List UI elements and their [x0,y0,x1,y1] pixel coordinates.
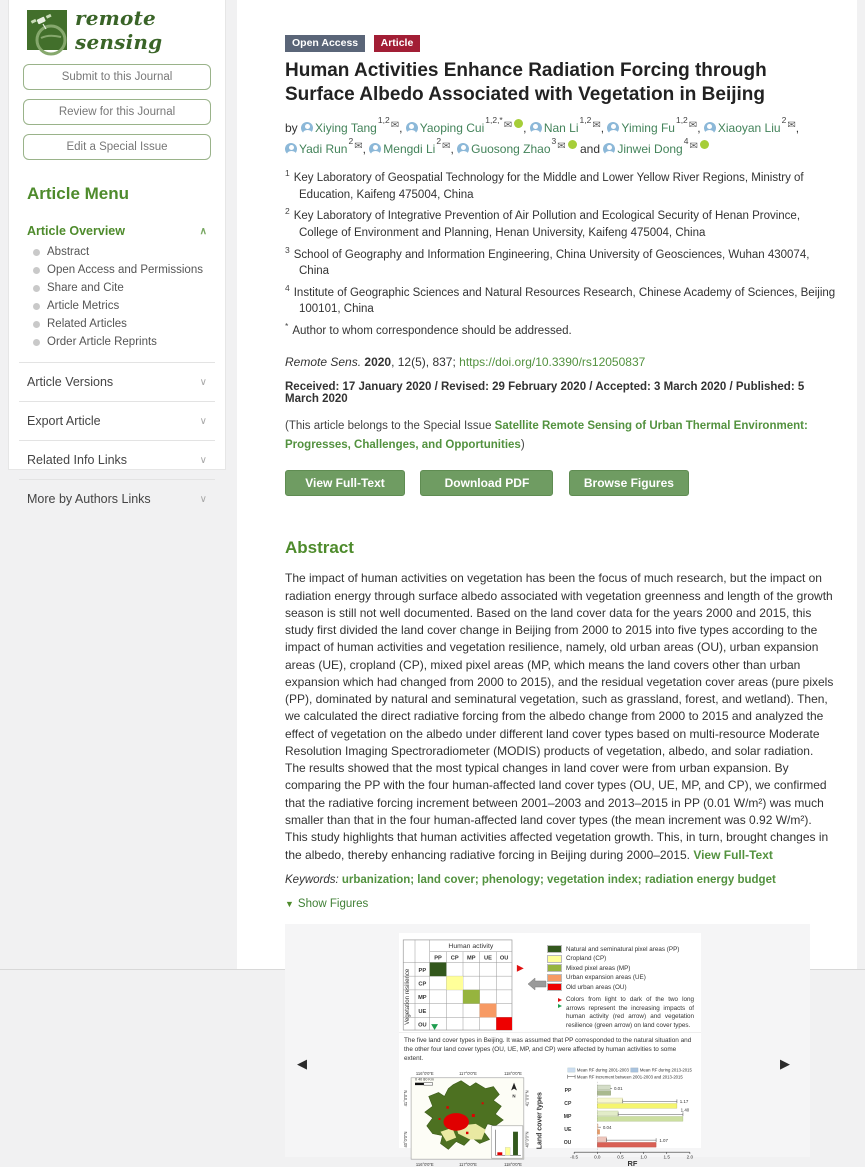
author: Yadi Run$^{2✉}$ , [285,142,369,156]
svg-text:116°0′0″E: 116°0′0″E [415,1070,434,1076]
article-title: Human Activities Enhance Radiation Forcing through Surface Albedo Associated with Vegetation in Beijing [285,60,767,105]
article-overview-list [9,246,225,348]
journal-name: remote sensing [75,6,163,54]
figure-top-panel [399,933,701,1032]
journal-abbrev: Remote Sens. [285,355,362,370]
abstract-heading: Abstract [285,538,354,558]
accordion-related-info-links[interactable]: Related Info Links ∨ [27,453,207,467]
svg-text:OU: OU [563,1139,572,1146]
svg-text:41°0′0″N: 41°0′0″N [524,1089,530,1106]
download-pdf-button[interactable]: Download PDF [420,470,553,496]
svg-text:117°0′0″E: 117°0′0″E [459,1070,477,1076]
figure-bottom-panel [399,1066,701,1167]
svg-text:MP: MP [467,955,476,962]
sidebar-item-share-cite[interactable]: Share and Cite [33,282,225,294]
chevron-down-icon: ∨ [199,493,207,505]
person-icon [406,122,418,134]
svg-text:Mean RF during 2013-2015: Mean RF during 2013-2015 [639,1067,692,1073]
sidebar-item-related-articles[interactable]: Related Articles [33,318,225,330]
svg-text:1.0: 1.0 [640,1154,647,1160]
author: Xiaoyan Liu$^{2✉}$ , [704,121,799,135]
person-icon [607,122,619,134]
envelope-icon[interactable]: ✉ [787,119,796,131]
svg-text:CP: CP [564,1100,572,1107]
keyword-link[interactable]: land cover ; [417,874,482,886]
citation-line: Remote Sens. 2020, 12(5), 837; https://doi.org/10.3390/rs12050837 [285,355,646,370]
figure-carousel [285,924,810,1167]
swatch-pp [547,945,562,953]
keyword-link[interactable]: radiation energy budget [644,873,776,886]
author-link[interactable]: Yadi Run [299,141,348,156]
review-journal-button[interactable]: Review for this Journal [23,99,211,125]
envelope-icon[interactable]: ✉ [390,119,400,131]
svg-text:2.0: 2.0 [686,1154,694,1160]
person-icon [369,143,381,155]
keywords-label: Keywords: [285,873,339,886]
svg-text:Land cover types: Land cover types [536,1091,544,1149]
legend-item: Natural and seminatural pixel areas (PP) [547,945,697,953]
author-link[interactable]: Mengdi Li [383,141,436,156]
sidebar-item-open-access-permissions[interactable]: Open Access and Permissions [33,264,225,276]
and-label: and [579,141,600,156]
by-label: by [285,120,298,135]
open-access-badge: Open Access [285,35,365,52]
author: Yaoping Cui$^{1,2,*✉}$ , [406,121,530,135]
matrix-cell-mp [463,990,480,1004]
svg-text:1.5: 1.5 [663,1154,670,1160]
matrix-cell-ou [496,1017,512,1030]
svg-text:Vegetation resilience: Vegetation resilience [405,968,412,1025]
carousel-prev-button[interactable]: ◀ [297,1055,307,1071]
chevron-down-icon: ∨ [199,376,207,388]
legend-item: Urban expansion areas (UE) [547,974,697,982]
affiliation-item: $^1$ Key Laboratory of Geospatial Technology for the Middle and Lower Yellow River Regions, Ministry of Education, Kaifeng 475004, China [285,168,804,201]
svg-text:OU: OU [499,955,509,962]
legend-item: Mixed pixel areas (MP) [547,964,697,972]
action-buttons [285,470,837,496]
chevron-down-icon: ∨ [199,454,207,466]
bullet-icon [33,321,40,328]
keywords-line [285,874,837,886]
beijing-land-cover-map [399,1067,532,1167]
sidebar-item-abstract[interactable]: Abstract [33,246,225,258]
svg-text:116°0′0″E: 116°0′0″E [415,1161,434,1167]
abstract-text: The impact of human activities on vegetation has been the focus of much research, but the impact on radiation energy through surface albedo associated with vegetation greenness and length of the growth season is still not well documented. Based on the land cover data for the years 2000 and 2015, this study first divided the land cover change in Beijing from 2000 to 2015 into five types according to the impact of human activities and vegetation resilience, namely, old urban areas (OU), urban expansion areas (UE), cropland (CP), mixed pixel areas (MP, which means the land covers other than urban expansion which had changed from 2000 to 2015), and the residual vegetation cover areas (pure pixels (PP), dominated by natural and seminatural vegetation, such as grassland, forest, and wetland). Then, we calculated the direct radiative forcing from the albedo change from 2000 to 2015 and analyzed the effect of vegetation on the albedo under different land cover types based on multi-resource Moderate Resolution Imaging Spectroradiometer (MODIS) products of vegetation, albedo, and solar radiation. The results showed that the most typical changes in land cover were from urban expansion. By comparing the PP with the four human-affected land cover types (OU, UE, MP, and CP), we confirmed that the radiative forcing increment between 2001–2003 and 2013–2015 in PP (0.01 W/m²) was much smaller than that in the four human-affected land cover types (the mean increment was 0.92 W/m²). This study highlights that human activities affected vegetation growth. This, in turn, brought changes in the albedo, thereby enhancing radiative forcing in Beijing during 2000–2015. View Full-Text [285,571,834,862]
arrow-pair-icon [547,996,563,1010]
person-icon [530,122,542,134]
svg-text:RF: RF [627,1158,638,1167]
svg-text:40°0′0″N: 40°0′0″N [524,1131,530,1148]
svg-text:118°0′0″E: 118°0′0″E [504,1070,522,1076]
person-icon [704,122,716,134]
show-figures-toggle[interactable]: ▼ Show Figures [285,897,369,910]
keyword-link[interactable]: vegetation index ; [547,874,645,886]
doi-link[interactable]: https://doi.org/10.3390/rs12050837 [459,355,646,370]
legend-item: Cropland (CP) [547,955,697,963]
svg-text:0.5: 0.5 [617,1154,624,1160]
view-full-text-link[interactable]: View Full-Text [693,847,773,862]
view-full-text-button[interactable]: View Full-Text [285,470,405,496]
svg-text:1.17: 1.17 [679,1098,689,1104]
author: Guosong Zhao$^{3✉}$ [457,142,577,156]
bullet-icon [33,249,40,256]
chevron-up-icon: ∧ [199,225,207,237]
sidebar-item-order-reprints[interactable]: Order Article Reprints [33,336,225,348]
author-link[interactable]: Yiming Fu [621,120,675,135]
svg-text:OU: OU [418,1022,427,1029]
matrix-cell-ue [480,1003,497,1017]
keyword-link[interactable]: phenology ; [482,874,547,886]
svg-text:118°0′0″E: 118°0′0″E [504,1161,522,1167]
envelope-icon[interactable]: ✉ [592,119,601,131]
svg-text:Human activity: Human activity [448,942,494,950]
orcid-icon[interactable] [514,119,523,128]
author-link[interactable]: Jinwei Dong [617,141,683,156]
svg-text:Mean RF increment between 2001: Mean RF increment between 2001-2003 and 2013-2015 [576,1074,683,1080]
browse-figures-button[interactable]: Browse Figures [569,470,689,496]
figure-caption: The five land cover types in Beijing. It was assumed that PP corresponded to the natural situation and the other four land cover types (OU, UE, MP, and CP) were affected by human activities to some extent. [399,1032,701,1066]
rf-bar-chart [532,1067,695,1167]
journal-logo[interactable] [27,6,225,54]
svg-text:PP: PP [564,1087,572,1094]
satellite-logo-icon [27,10,67,50]
svg-text:UE: UE [418,1008,427,1015]
svg-text:Mean RF during 2001-2003: Mean RF during 2001-2003 [576,1067,629,1073]
svg-text:CP: CP [418,981,427,988]
svg-text:-0.5: -0.5 [570,1154,579,1160]
svg-text:41°0′0″N: 41°0′0″N [403,1089,409,1106]
legend-item: Old urban areas (OU) [547,983,697,991]
affiliation-item: $^3$ School of Geography and Information Engineering, China University of Geosciences, Wuhan 430074, China [285,244,810,278]
authors-line [285,114,837,160]
svg-text:MP: MP [563,1113,572,1120]
affiliations [285,167,837,339]
svg-text:MP: MP [418,994,427,1001]
person-icon [603,143,615,155]
svg-text:117°0′0″E: 117°0′0″E [459,1161,477,1167]
svg-text:0 40 80 Km: 0 40 80 Km [415,1077,435,1082]
envelope-icon[interactable]: ✉ [354,140,363,152]
dates-line: Received: 17 January 2020 / Revised: 29 February 2020 / Accepted: 3 March 2020 / Published: 5 March 2020 [285,381,805,406]
gray-arrow-icon [527,936,547,1032]
svg-text:N: N [512,1093,516,1099]
matrix-cell-cp [446,976,463,990]
article-overview-toggle[interactable] [27,224,207,238]
special-issue-note: (This article belongs to the Special Issue Satellite Remote Sensing of Urban Thermal Environment: Progresses, Challenges, and Opportunities) [285,420,808,451]
person-icon [457,143,469,155]
article-type-badge: Article [374,35,421,52]
svg-text:1.40: 1.40 [680,1107,690,1113]
urban-area [443,1113,468,1131]
figure-image[interactable] [399,933,701,1167]
author-link[interactable]: Guosong Zhao [471,141,551,156]
envelope-icon[interactable]: ✉ [688,119,698,131]
svg-text:CP: CP [450,955,459,962]
bullet-icon [33,285,40,292]
chevron-down-icon: ∨ [199,415,207,427]
svg-text:0.01: 0.01 [613,1085,623,1091]
article-overview-label: Article Overview [27,224,125,238]
svg-text:40°0′0″N: 40°0′0″N [403,1131,409,1148]
sidebar [8,0,226,506]
orcid-icon[interactable] [568,140,577,149]
keyword-link[interactable]: urbanization ; [342,874,417,886]
article-menu-title: Article Menu [27,184,130,203]
svg-text:PP: PP [434,955,442,962]
svg-text:UE: UE [484,955,492,962]
author-link[interactable]: Nan Li [543,120,579,135]
svg-text:0.04: 0.04 [602,1124,612,1130]
envelope-icon[interactable]: ✉ [503,119,513,131]
svg-text:0.0: 0.0 [594,1154,601,1160]
main-panel [237,0,857,1167]
envelope-icon[interactable]: ✉ [557,140,566,152]
envelope-icon[interactable]: ✉ [689,140,698,152]
sidebar-item-article-metrics[interactable]: Article Metrics [33,300,225,312]
author-link[interactable]: Xiying Tang [315,120,377,135]
land-cover-matrix-chart [399,936,527,1032]
svg-text:PP: PP [418,967,427,974]
author: Jinwei Dong$^{4✉}$ [603,142,709,156]
carousel-next-button[interactable]: ▶ [780,1055,790,1071]
accordion-article-versions[interactable]: Article Versions ∨ [27,375,207,389]
envelope-icon[interactable]: ✉ [442,140,451,152]
accordion-more-authors-links[interactable]: More by Authors Links ∨ [27,492,207,506]
bullet-icon [33,339,40,346]
affiliation-item: $^2$ Key Laboratory of Integrative Prevention of Air Pollution and Ecological Security of Henan Province, College of Environment and Planning, Henan University, Kaifeng 475004, China [285,206,801,239]
person-icon [301,122,313,134]
bullet-icon [33,303,40,310]
submit-journal-button[interactable]: Submit to this Journal [23,64,211,90]
special-issue-link[interactable]: Satellite Remote Sensing of Urban Thermal Environment: Progresses, Challenges, and Opportunities [285,420,808,451]
svg-text:1.07: 1.07 [659,1137,668,1143]
author: Yiming $Fu^{1,2✉}$ , [607,121,703,135]
author-link[interactable]: Xiaoyan Liu [717,120,781,135]
legend-note: Colors from light to dark of the two long arrows represent the increasing impacts of human activity (red arrow) and vegetation resilience (green arrow) on land cover types. [547,996,697,1030]
author-link[interactable]: Yaoping Cui [419,120,485,135]
figure-legend [547,936,697,1031]
triangle-down-icon: ▼ [285,898,294,909]
author: Nan $Li^{1,2✉}$ , [530,121,608,135]
orcid-icon[interactable] [700,140,709,149]
author: Xiying Tang$^{1,2✉}$ , [301,121,406,135]
badges-row [285,33,837,52]
svg-text:UE: UE [564,1126,572,1133]
edit-special-issue-button[interactable]: Edit a Special Issue [23,134,211,160]
accordion-export-article[interactable]: Export Article ∨ [27,414,207,428]
affiliation-item: $^4$ Institute of Geographic Sciences and Natural Resources Research, Chinese Academy of Sciences, Beijing 100101, China [285,282,836,316]
bullet-icon [33,267,40,274]
author: Mengdi $Li^{2✉}$ , [369,142,457,156]
affiliation-item: * Author to whom correspondence should be addressed. [285,320,572,337]
person-icon [285,143,297,155]
